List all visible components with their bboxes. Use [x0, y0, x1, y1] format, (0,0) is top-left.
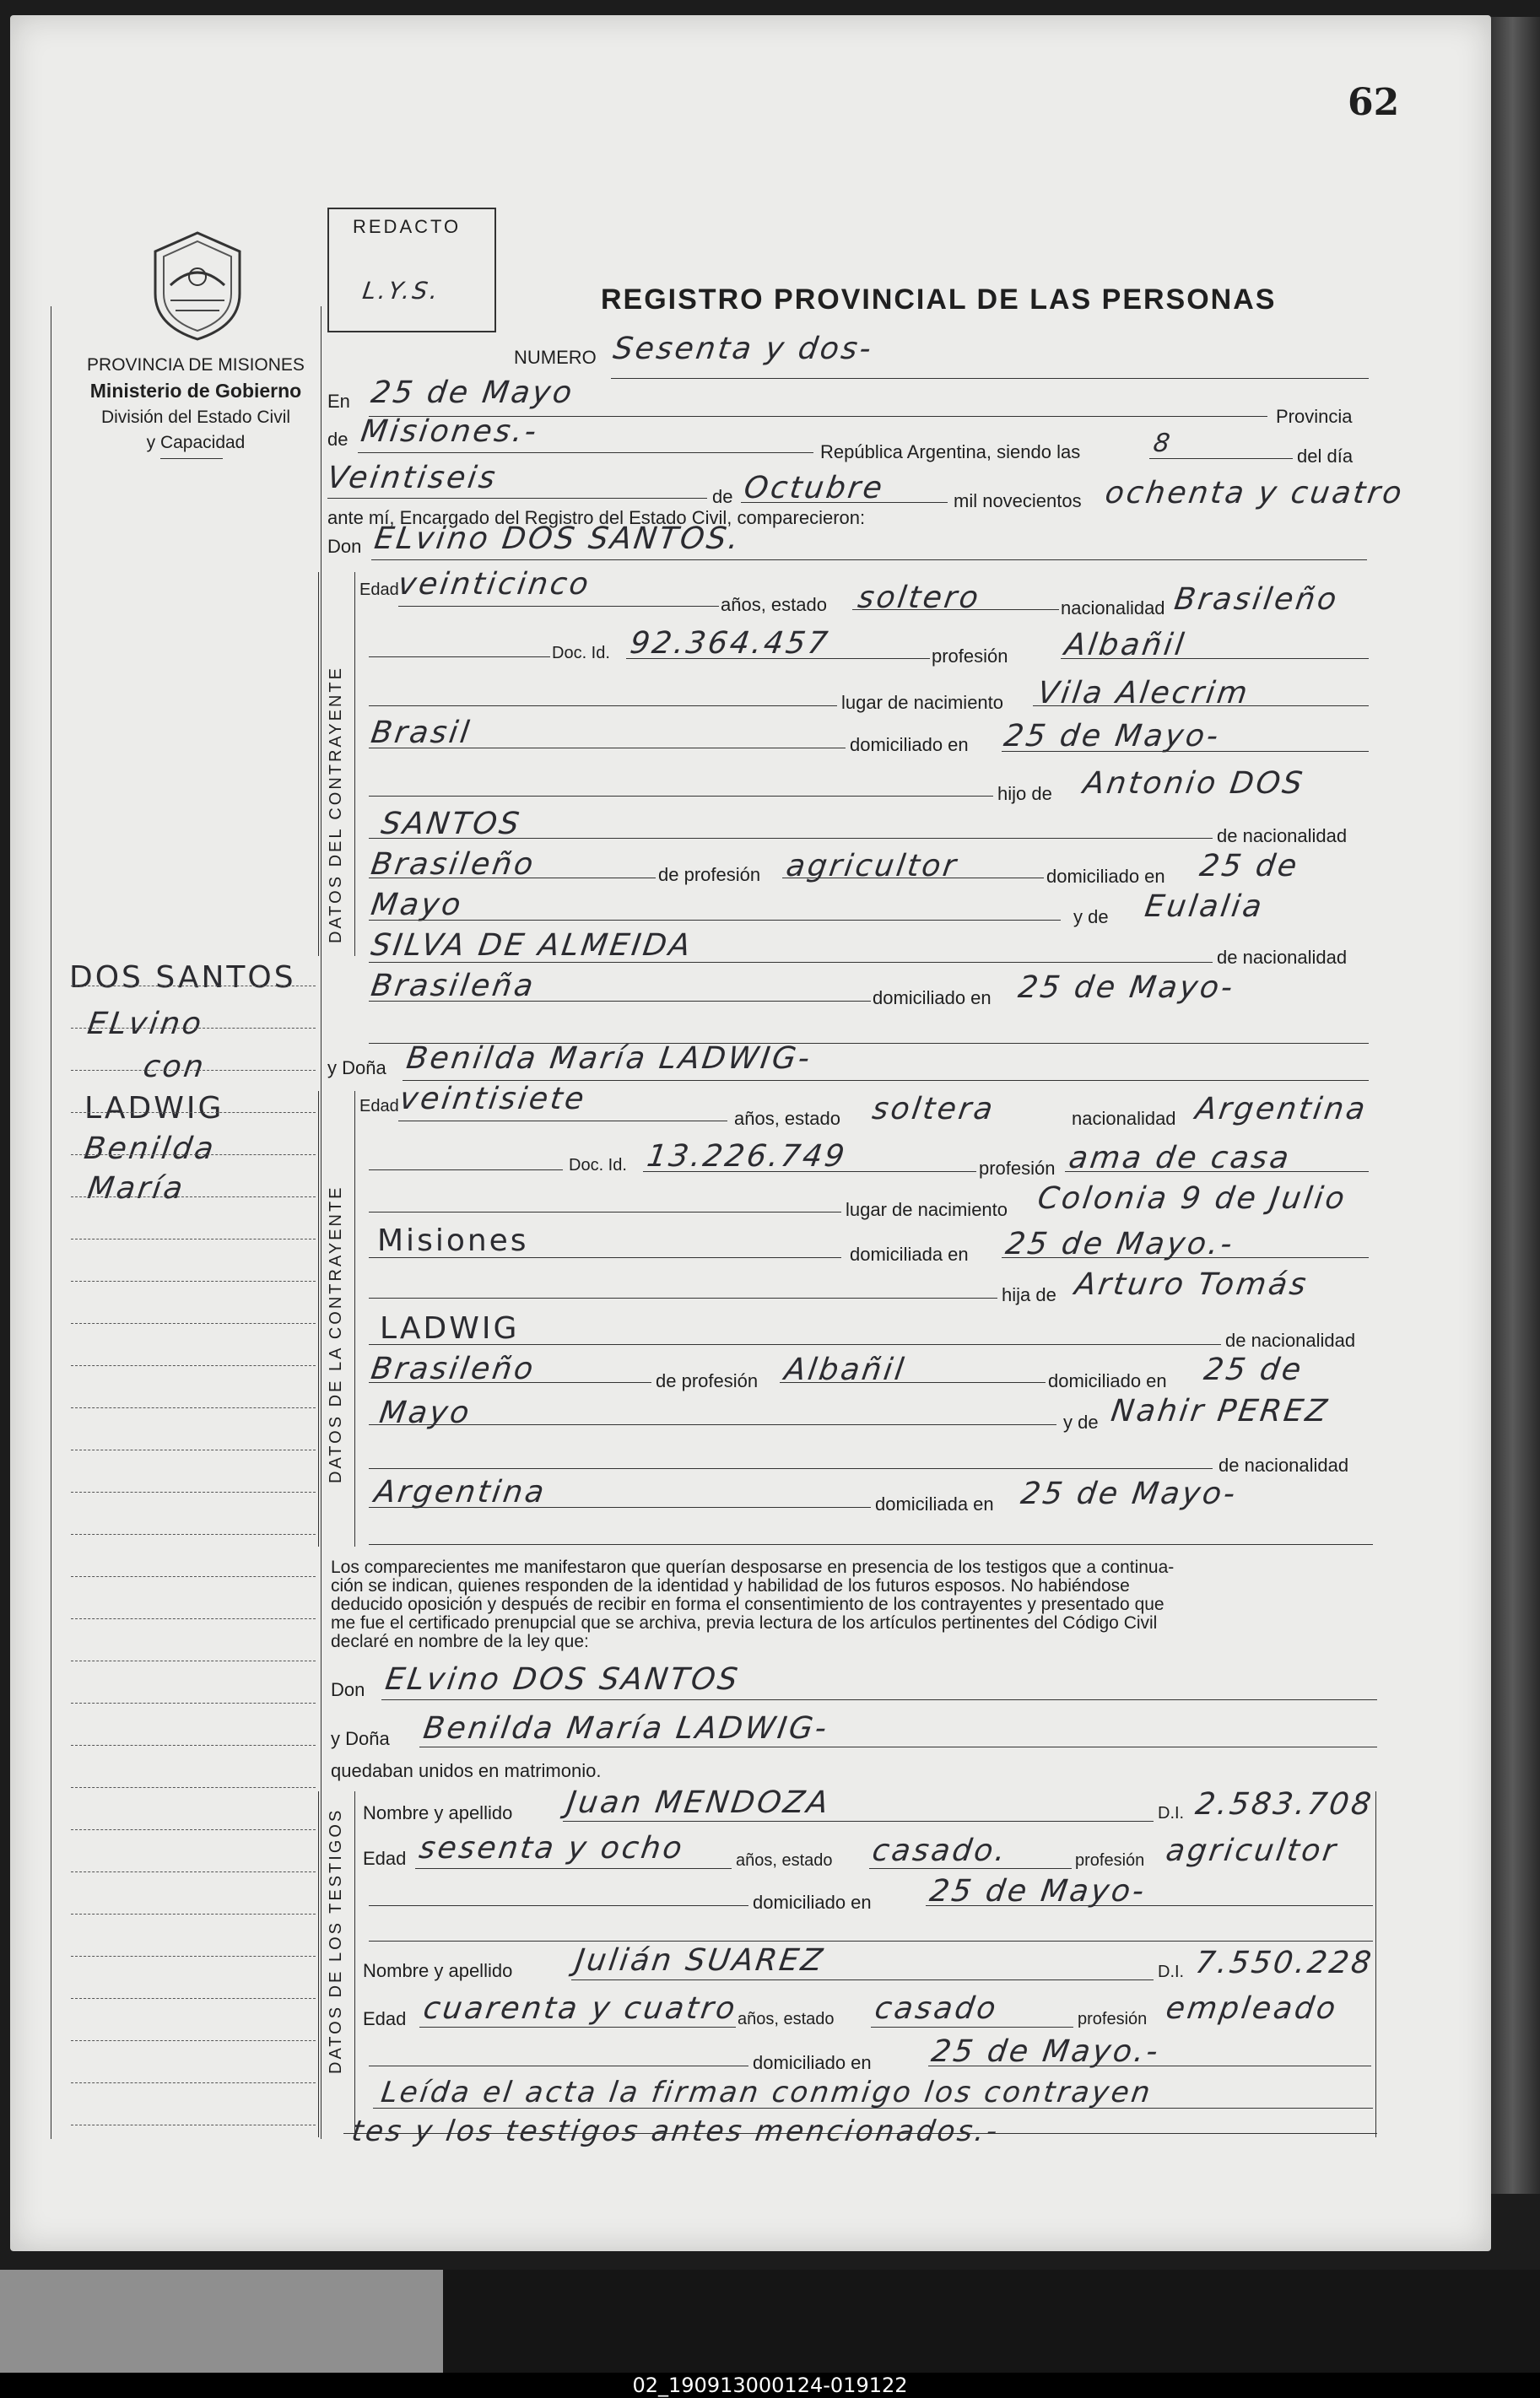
margin-rule — [71, 1956, 316, 1957]
y-de-label-2: y de — [1063, 1412, 1099, 1433]
contrayenta-padre-domicilio-2: Mayo — [377, 1396, 474, 1430]
rule — [371, 559, 1367, 560]
rule — [369, 1507, 871, 1508]
margin-apellido-2: LADWIG — [84, 1091, 224, 1126]
rule — [318, 572, 319, 956]
rule — [741, 502, 948, 503]
testigo2-nombre-label: Nombre y apellido — [363, 1960, 513, 1981]
rule — [327, 498, 707, 499]
hijo-de-label: hijo de — [997, 783, 1052, 804]
doc-label: Doc. Id. — [552, 644, 610, 662]
left-header — [61, 353, 331, 456]
hija-de-label: hija de — [1002, 1284, 1056, 1305]
margin-rule — [71, 1998, 316, 1999]
doc-label-2: Doc. Id. — [569, 1156, 627, 1175]
left-column-border — [321, 306, 322, 2139]
madre-nacionalidad: Brasileña — [369, 969, 538, 1003]
de2-label: de — [712, 486, 733, 507]
margin-rule — [71, 1112, 316, 1113]
rule — [354, 1091, 355, 1547]
margin-rule — [71, 1914, 316, 1915]
contrayente-estado: soltero — [856, 581, 983, 615]
contrayenta-nombre: Benilda María LADWIG- — [404, 1041, 814, 1076]
margin-rule — [71, 1703, 316, 1704]
rule — [369, 705, 837, 706]
contrayenta-padre: Arturo Tomás — [1073, 1267, 1310, 1302]
margin-rule — [71, 1407, 316, 1408]
quedaban-label: quedaban unidos en matrimonio. — [331, 1760, 602, 1781]
madre-domiciliado-label: domiciliado en — [873, 987, 992, 1008]
testigo2-estado: casado — [873, 1991, 1001, 2026]
margin-rule — [71, 1323, 316, 1324]
contrayente-profesion: Albañil — [1062, 628, 1189, 662]
margin-nombre-3: María — [85, 1171, 187, 1206]
margin-rule — [71, 1871, 316, 1872]
contrayente-edad: veinticinco — [396, 567, 593, 602]
margin-rule — [71, 1239, 316, 1240]
rule — [1065, 1171, 1369, 1172]
testigo2-profesion-label: profesión — [1078, 2010, 1148, 2028]
edad-label: Edad — [359, 581, 399, 599]
contrayenta-doc: 13.226.749 — [645, 1139, 850, 1174]
ministry-label: Ministerio de Gobierno — [89, 380, 302, 402]
testigo1-edad-label: Edad — [363, 1848, 407, 1869]
margin-rule — [71, 2082, 316, 2083]
rule — [398, 606, 719, 607]
rule — [369, 1169, 563, 1170]
rule — [358, 452, 813, 453]
rule — [611, 378, 1369, 379]
contrayente-pais: Brasil — [369, 716, 474, 750]
paragraph-line-5: declaré en nombre de la ley que: — [331, 1632, 589, 1651]
division-label: División del Estado Civil — [100, 408, 291, 427]
rule — [403, 1080, 1369, 1081]
rule — [926, 1905, 1373, 1906]
nacionalidad-label: nacionalidad — [1061, 597, 1165, 618]
del-dia-label: del día — [1297, 446, 1354, 467]
margin-rule — [71, 1365, 316, 1366]
profesion-label: profesión — [932, 645, 1008, 667]
rule — [626, 658, 930, 659]
anos-estado-label: años, estado — [721, 594, 827, 615]
contrayente-nacimiento: Vila Alecrim — [1035, 676, 1252, 710]
en-label: En — [327, 391, 350, 412]
de-nacionalidad-label: de nacionalidad — [1217, 825, 1348, 846]
registry-page — [10, 15, 1491, 2251]
testigo2-edad: cuarenta y cuatro — [421, 1991, 740, 2026]
y-dona-label: y Doña — [327, 1057, 386, 1078]
contrayenta-madre: Nahir PEREZ — [1109, 1394, 1332, 1429]
rule — [1033, 705, 1369, 706]
datos-contrayente-label: DATOS DEL CONTRAYENTE — [327, 666, 345, 943]
margin-rule — [71, 1745, 316, 1746]
padre-domiciliado-label: domiciliado en — [1046, 866, 1165, 887]
rule — [419, 2027, 736, 2028]
contrayente-madre-apellido: SILVA DE ALMEIDA — [369, 928, 695, 963]
redacto-stamp — [327, 208, 496, 332]
testigo1-di-label: D.I. — [1158, 1804, 1185, 1823]
contrayenta-estado: soltera — [870, 1092, 997, 1126]
testigo1-nombre-label: Nombre y apellido — [363, 1802, 513, 1823]
decl-dona: Benilda María LADWIG- — [421, 1711, 831, 1746]
margin-rule — [71, 1787, 316, 1788]
rule — [1375, 1791, 1376, 2137]
padre-domiciliado-label-2: domiciliado en — [1048, 1370, 1167, 1391]
testigo2-di: 7.550.228 — [1193, 1946, 1376, 1980]
numero-label: NUMERO — [514, 347, 597, 368]
rule — [369, 1298, 997, 1299]
provincia-label: Provincia — [1276, 406, 1353, 427]
rule — [369, 1424, 1056, 1425]
contrayente-domicilio: 25 de Mayo- — [1002, 719, 1224, 753]
anos-estado-label-2: años, estado — [734, 1108, 840, 1129]
contrayenta-padre-profesion: Albañil — [782, 1353, 909, 1387]
contrayenta-madre-domicilio: 25 de Mayo- — [1019, 1477, 1240, 1511]
numero-value: Sesenta y dos- — [611, 332, 876, 366]
rule — [369, 656, 550, 657]
contrayenta-provincia: Misiones — [377, 1223, 529, 1258]
domiciliado-label: domiciliado en — [850, 734, 969, 755]
margin-rule — [71, 2040, 316, 2041]
rule — [381, 1699, 1377, 1700]
rule — [369, 1544, 1373, 1545]
rule — [369, 1257, 841, 1258]
contrayenta-edad: veintisiete — [397, 1082, 589, 1116]
contrayente-madre: Eulalia — [1143, 889, 1267, 924]
lugar-nacimiento-label-2: lugar de nacimiento — [846, 1199, 1008, 1220]
de-profesion-label-2: de profesión — [656, 1370, 759, 1391]
rule — [415, 1868, 732, 1869]
testigo1-profesion: agricultor — [1164, 1834, 1341, 1868]
testigo1-nombre: Juan MENDOZA — [565, 1785, 833, 1820]
nacionalidad-label-2: nacionalidad — [1072, 1108, 1176, 1129]
decl-dona-label: y Doña — [331, 1728, 390, 1749]
rule — [369, 1212, 841, 1213]
provincia-value: Misiones.- — [359, 414, 541, 449]
rule — [780, 1382, 1046, 1383]
mes-value: Octubre — [742, 471, 887, 505]
datos-contrayenta-label: DATOS DE LA CONTRAYENTE — [327, 1185, 345, 1483]
rule — [369, 1468, 1213, 1469]
stamp-initials: L.Y.S. — [360, 277, 442, 305]
lugar-value: 25 de Mayo — [369, 375, 577, 410]
contrayenta-profesion: ama de casa — [1067, 1141, 1294, 1175]
rule — [1002, 751, 1369, 752]
decl-don-label: Don — [331, 1679, 365, 1700]
de-label: de — [327, 429, 349, 450]
paragraph-line-2: ción se indican, quienes responden de la identidad y habilidad de los futuros esposos. No habiéndose — [331, 1576, 1130, 1596]
rule — [354, 1791, 355, 2137]
testigo2-domicilio-label: domiciliado en — [753, 2052, 872, 2073]
rule — [318, 1091, 319, 1547]
testigo2-nombre: Julián SUAREZ — [573, 1943, 827, 1978]
cierre-line-1: Leída el acta la firman conmigo los contrayen — [379, 2076, 1155, 2109]
padre-profesion: agricultor — [784, 849, 961, 883]
rule — [1149, 458, 1293, 459]
paragraph-line-4: me fue el certificado prenupcial que se archiva, previa lectura de los artículos pertinentes del Código Civil — [331, 1613, 1158, 1633]
margin-rule — [71, 1281, 316, 1282]
rule — [369, 1941, 1373, 1942]
rule — [563, 1821, 1154, 1822]
margin-con: con — [141, 1050, 208, 1084]
lugar-nacimiento-label: lugar de nacimiento — [841, 692, 1004, 713]
datos-testigos-label: DATOS DE LOS TESTIGOS — [327, 1807, 345, 2074]
testigo2-profesion: empleado — [1164, 1991, 1341, 2026]
rule — [369, 838, 1213, 839]
margin-rule — [71, 1196, 316, 1197]
ante-label: ante mí, Encargado del Registro del Estado Civil, comparecieron: — [327, 507, 866, 528]
y-de-label: y de — [1073, 906, 1109, 927]
contrayenta-domicilio: 25 de Mayo.- — [1003, 1227, 1237, 1261]
rule — [369, 1001, 871, 1002]
margin-rule — [71, 1576, 316, 1577]
margin-rule — [71, 1028, 316, 1029]
padre-nacionalidad: Brasileño — [369, 847, 538, 882]
hora-value: 8 — [1151, 429, 1175, 458]
rule — [369, 796, 993, 797]
testigo2-edad-label: Edad — [363, 2008, 407, 2029]
margin-apellido-1: DOS SANTOS — [69, 960, 296, 995]
margin-nombre-2: Benilda — [82, 1131, 219, 1166]
madre-de-nacionalidad-label: de nacionalidad — [1217, 947, 1348, 968]
rule — [369, 920, 1061, 921]
padre-domicilio: 25 de — [1197, 849, 1302, 883]
margin-rule — [71, 1618, 316, 1619]
don-label: Don — [327, 536, 362, 557]
madre-domiciliada-label: domiciliada en — [875, 1493, 994, 1515]
margin-nombre-1: ELvino — [85, 1007, 206, 1041]
contrayente-nombre: ELvino DOS SANTOS. — [372, 521, 743, 556]
margin-rule — [71, 1829, 316, 1830]
contrayenta-nacimiento: Colonia 9 de Julio — [1035, 1181, 1349, 1216]
testigo1-profesion-label: profesión — [1075, 1851, 1145, 1870]
rule — [871, 2027, 1073, 2028]
rule — [1002, 1257, 1369, 1258]
rule — [869, 1868, 1072, 1869]
rule — [369, 1382, 651, 1383]
header-divider — [160, 458, 223, 459]
rule — [1061, 658, 1369, 659]
registry-title: REGISTRO PROVINCIAL DE LAS PERSONAS — [601, 284, 1277, 316]
binder-spine — [1485, 17, 1540, 2194]
rule — [643, 1171, 976, 1172]
padre-domicilio-2: Mayo — [369, 888, 466, 922]
contrayenta-padre-apellido: LADWIG — [380, 1311, 520, 1346]
capacity-label: y Capacidad — [146, 433, 246, 452]
rule — [852, 609, 1059, 610]
rule — [373, 2108, 1373, 2109]
paragraph-line-3: deducido oposición y después de recibir en forma el consentimiento de los contrayentes y presentado que — [331, 1595, 1164, 1614]
anio-value: ochenta y cuatro — [1103, 476, 1407, 510]
rule — [318, 1791, 319, 2137]
edad-label-2: Edad — [359, 1097, 399, 1115]
testigo2-di-label: D.I. — [1158, 1963, 1185, 1981]
rule — [354, 572, 355, 956]
contrayente-nacionalidad: Brasileño — [1172, 582, 1342, 617]
testigo1-di: 2.583.708 — [1193, 1787, 1376, 1822]
de-nacionalidad-label-2: de nacionalidad — [1225, 1330, 1356, 1351]
testigo2-estado-label: años, estado — [738, 2010, 835, 2028]
testigo1-domicilio-label: domiciliado en — [753, 1892, 872, 1913]
binder-bottom — [443, 2270, 1540, 2373]
domiciliada-label: domiciliada en — [850, 1244, 969, 1265]
contrayenta-madre-nacionalidad: Argentina — [372, 1475, 549, 1510]
file-caption: 02_190913000124-019122 — [632, 2374, 908, 2397]
province-emblem — [145, 226, 250, 344]
decl-don: ELvino DOS SANTOS — [383, 1662, 743, 1697]
rule — [343, 2133, 1377, 2134]
contrayenta-padre-domicilio: 25 de — [1202, 1353, 1306, 1387]
madre-domicilio: 25 de Mayo- — [1016, 970, 1238, 1005]
testigo1-domicilio: 25 de Mayo- — [927, 1874, 1149, 1909]
cierre-line-2: tes y los testigos antes mencionados.- — [349, 2114, 1002, 2148]
margin-rule — [71, 1534, 316, 1535]
margin-rule — [71, 1154, 316, 1155]
republica-label: República Argentina, siendo las — [820, 441, 1081, 462]
page-number: 62 — [1348, 81, 1400, 124]
mil-label: mil novecientos — [954, 490, 1082, 511]
margin-rule — [71, 1492, 316, 1493]
rule — [369, 1905, 748, 1906]
rule — [369, 1344, 1221, 1345]
testigo2-domicilio: 25 de Mayo.- — [929, 2034, 1163, 2069]
contrayenta-padre-nacionalidad: Brasileño — [369, 1352, 538, 1386]
contrayente-padre: Antonio DOS — [1081, 766, 1307, 801]
dia-value: Veintiseis — [325, 461, 500, 495]
paragraph-line-1: Los comparecientes me manifestaron que querían desposarse en presencia de los testigos que a continua- — [331, 1558, 1175, 1577]
stamp-label: REDACTO — [353, 216, 462, 237]
contrayente-doc: 92.364.457 — [628, 626, 833, 661]
rule — [571, 1979, 1154, 1980]
profesion-label-2: profesión — [979, 1158, 1056, 1179]
de-profesion-label: de profesión — [658, 864, 761, 885]
madre-de-nacionalidad-label-2: de nacionalidad — [1218, 1455, 1349, 1476]
contrayenta-nacionalidad: Argentina — [1193, 1092, 1370, 1126]
rule — [369, 962, 1213, 963]
testigo1-edad: sesenta y ocho — [417, 1831, 687, 1866]
province-label: PROVINCIA DE MISIONES — [87, 355, 305, 375]
testigo1-estado: casado. — [870, 1834, 1010, 1868]
margin-rule — [71, 1070, 316, 1071]
testigo1-estado-label: años, estado — [736, 1851, 833, 1870]
contrayente-padre-apellido: SANTOS — [379, 807, 524, 841]
